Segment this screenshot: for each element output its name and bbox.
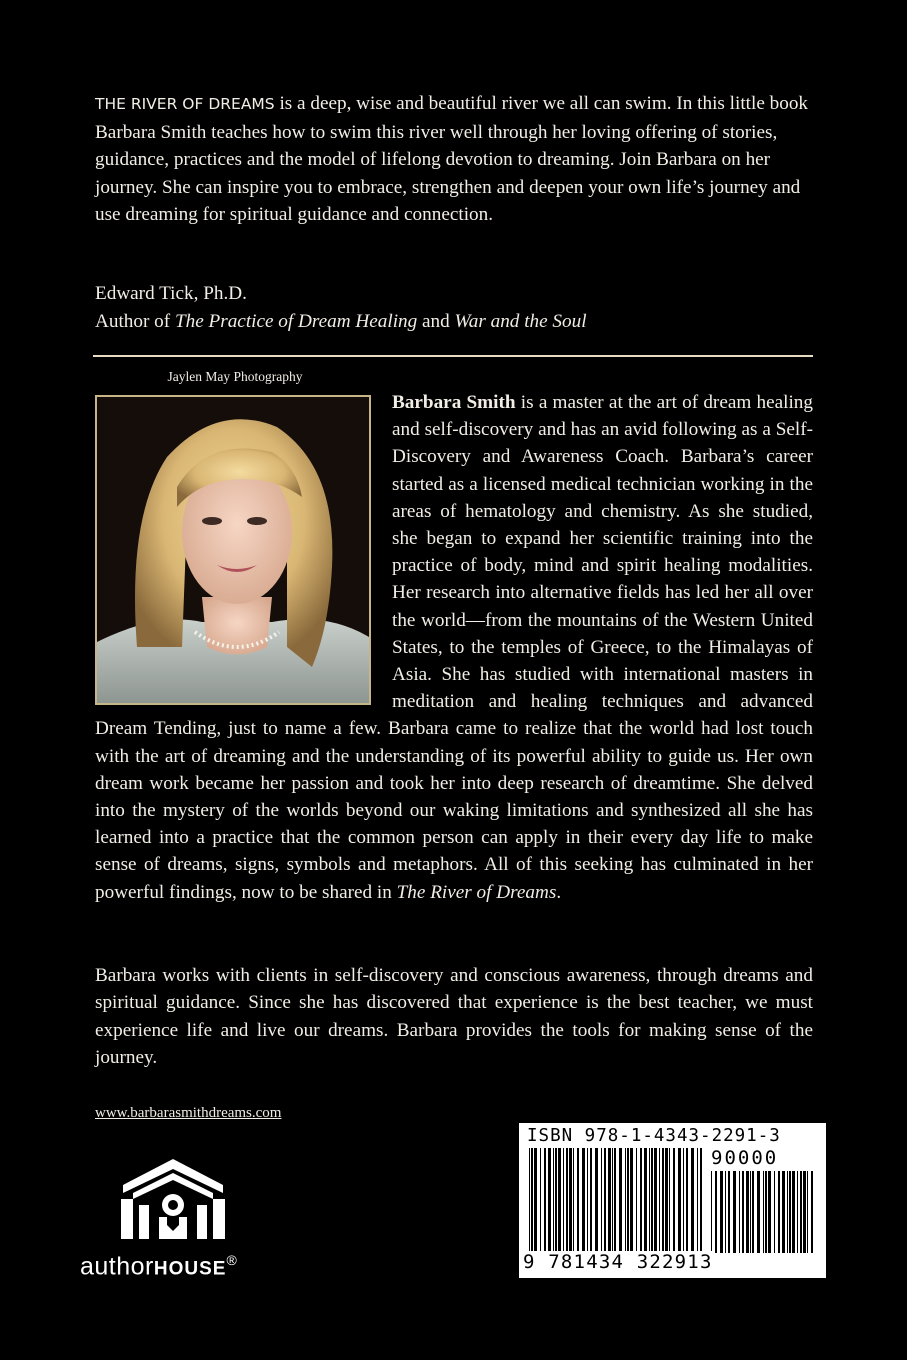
barcode-bar: [573, 1148, 574, 1253]
barcode-bar: [636, 1148, 637, 1253]
barcode-bar: [531, 1148, 533, 1253]
barcode-bar: [544, 1148, 546, 1253]
barcode-bar: [778, 1171, 780, 1253]
barcode-bar: [612, 1148, 613, 1253]
barcode-bar: [763, 1171, 764, 1253]
barcode-bar: [807, 1171, 808, 1253]
barcode-bar: [590, 1148, 592, 1253]
barcode-bar: [789, 1171, 791, 1253]
barcode-bar: [563, 1148, 564, 1253]
barcode-bar: [651, 1148, 653, 1253]
ean-bars: [529, 1148, 707, 1253]
barcode-bar: [792, 1171, 795, 1253]
endorser-name: Edward Tick, Ph.D.: [95, 283, 247, 304]
barcode-bar: [678, 1148, 681, 1253]
photo-credit: Jaylen May Photography: [167, 369, 303, 384]
barcode-bar: [569, 1148, 572, 1253]
addon-bars: [711, 1171, 819, 1253]
barcode-bar: [787, 1171, 788, 1253]
barcode-bar: [558, 1148, 561, 1253]
barcode-bar: [797, 1171, 798, 1253]
barcode-bar: [662, 1148, 664, 1253]
barcode-bar: [649, 1148, 650, 1253]
barcode-bar: [654, 1148, 657, 1253]
barcode-bar: [725, 1171, 726, 1253]
barcode-bar: [683, 1148, 684, 1253]
barcode-bar: [720, 1171, 723, 1253]
barcode-bar: [782, 1171, 785, 1253]
barcode-bar: [553, 1148, 554, 1253]
barcode-bar: [800, 1171, 802, 1253]
barcode-bar: [697, 1148, 698, 1253]
barcode-bar: [700, 1148, 702, 1253]
photo-wrap-spacer: [95, 389, 392, 715]
barcode-bar: [644, 1148, 647, 1253]
back-cover-blurb: [95, 90, 815, 229]
barcode-bar: [742, 1171, 744, 1253]
endorsement: [95, 280, 815, 335]
barcode-bar: [625, 1148, 626, 1253]
barcode-bar: [765, 1171, 767, 1253]
barcode-bar: [614, 1148, 616, 1253]
barcode-bar: [619, 1148, 622, 1253]
barcode-bar: [673, 1148, 675, 1253]
barcode-bar: [669, 1148, 670, 1253]
barcode-bar: [803, 1171, 806, 1253]
barcode-bar: [630, 1148, 633, 1253]
barcode-bar: [566, 1148, 568, 1253]
barcode-bar: [752, 1171, 754, 1253]
bio-text: is a master at the art of dream healing and self-discovery and has an avid following as a Self-Discovery and Awareness Coach. Barbara’s career started as a licensed medical technician working in the areas of hematology and chemistry. As she studied, she began to expand her scientific training into the practice of body, mind and spirit healing modalities. Her research into alternative fields has led her all over the world—from the mountains of the Western United States, to the temples of Greece, to the Himalayas of Asia. She has studied with international masters in meditation and healing techniques and advanced Dream Tending, just to name a few. Barbara came to realize that the world had lost touch with the art of dreaming and the understanding of its powerful ability to guide us. Her own dream work became her passion and took her into deep research of dreamtime. She delved into the mystery of the worlds beyond our waking limitations and synthesized all she has learned into a practice that the common person can apply in their every day life to make sense of dreams, signs, symbols and metaphors. All of this seeking has culminated in her powerful findings, now to be shared in: [95, 392, 813, 903]
closing-paragraph: Barbara works with clients in self-discovery and conscious awareness, through dreams and spiritual guidance. Since she has discovered that experience is the best teacher, we must experience life and live our dreams. Barbara provides the tools for making sense of the journey.: [95, 965, 813, 1068]
price-code: 90000: [711, 1147, 779, 1169]
authorhouse-wordmark: authorHOUSE®: [80, 1252, 238, 1281]
website-link[interactable]: www.barbarasmithdreams.com: [95, 1105, 282, 1121]
barcode-bar: [746, 1171, 749, 1253]
authorhouse-logo-icon: [113, 1155, 233, 1245]
barcode-bar: [627, 1148, 629, 1253]
barcode-bar: [540, 1148, 541, 1253]
barcode-bar: [811, 1171, 813, 1253]
barcode-bar: [750, 1171, 751, 1253]
barcode-bar: [733, 1171, 736, 1253]
barcode-bar: [757, 1171, 760, 1253]
endorser-credits: Author of The Practice of Dream Healing and War and the Soul: [95, 310, 587, 332]
barcode-bar: [601, 1148, 602, 1253]
barcode-bar: [659, 1148, 660, 1253]
barcode-bar: [640, 1148, 642, 1253]
bio-author-name: Barbara Smith: [392, 392, 516, 413]
barcode-bar: [711, 1171, 712, 1253]
bio-book-title: The River of Dreams: [396, 881, 557, 903]
barcode-bar: [728, 1171, 730, 1253]
barcode-bar: [534, 1148, 537, 1253]
barcode-bar: [774, 1171, 775, 1253]
barcode-bar: [686, 1148, 688, 1253]
barcode-bar: [691, 1148, 694, 1253]
barcode-bar: [665, 1148, 668, 1253]
blurb-book-title: THE RIVER OF DREAMS: [95, 95, 275, 113]
ean-digits: 9 781434 322913: [523, 1251, 713, 1273]
barcode-bar: [715, 1171, 717, 1253]
barcode-bar: [577, 1148, 579, 1253]
barcode-bar: [739, 1171, 740, 1253]
endorser-book-2: War and the Soul: [454, 310, 587, 332]
author-bio: Barbara Smith is a master at the art of dream healing and self-discovery and has an avid following as a Self-Discovery and Awareness Coach. Barbara’s career started as a licensed medical technician working in the areas of hematology and chemistry. As she studied, she began to expand her scientific training into the practice of body, mind and spirit healing modalities. Her research into alternative fields has led her all over the world—from the mountains of the Western United States, to the temples of Greece, to the Himalayas of Asia. She has studied with international masters in meditation and healing techniques and advanced Dream Tending, just to name a few. Barbara came to realize that the world had lost touch with the art of dreaming and the understanding of its powerful ability to guide us. Her own dream work became her passion and took her into deep research of dreamtime. She delved into the mystery of the worlds beyond our waking limitations and synthesized all she has learned into a practice that the common person can apply in their every day life to make sense of dreams, signs, symbols and metaphors. All of this seeking has culminated in her powerful findings, now to be shared in The River of Dreams.: [95, 389, 813, 906]
barcode-bar: [608, 1148, 611, 1253]
isbn-barcode: [519, 1123, 826, 1278]
barcode-bar: [548, 1148, 551, 1253]
barcode-bar: [595, 1148, 598, 1253]
barcode-bar: [555, 1148, 557, 1253]
isbn-label: ISBN 978-1-4343-2291-3: [527, 1126, 781, 1146]
barcode-bar: [587, 1148, 588, 1253]
barcode-bar: [604, 1148, 606, 1253]
endorser-book-1: The Practice of Dream Healing: [174, 310, 418, 332]
barcode-bar: [768, 1171, 771, 1253]
barcode-bar: [529, 1148, 530, 1253]
barcode-bar: [582, 1148, 585, 1253]
blurb-text: is a deep, wise and beautiful river we all can swim. In this little book Barbara Smith teaches how to swim this river well through her loving offering of stories, guidance, practices and the model of lifelong devotion to dreaming. Join Barbara on her journey. She can inspire you to embrace, strengthen and deepen your own life’s journey and use dreaming for spiritual guidance and connection.: [95, 93, 809, 225]
section-divider: [93, 355, 813, 357]
